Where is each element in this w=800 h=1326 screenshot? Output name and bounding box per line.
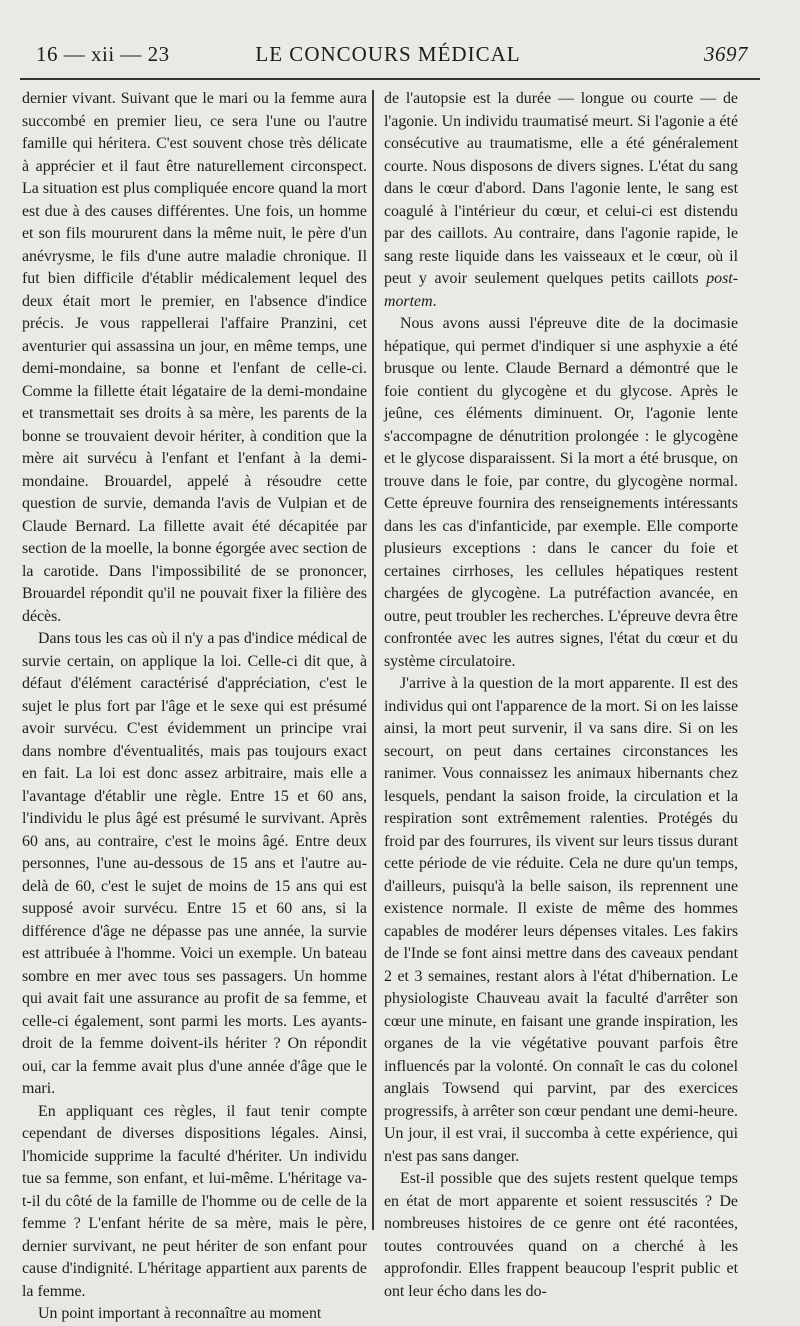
running-header xyxy=(28,42,748,72)
column-divider xyxy=(372,90,374,1230)
header-date: 16 — xii — 23 xyxy=(36,42,170,66)
italic-term: post-mortem xyxy=(384,270,738,310)
left-column xyxy=(22,88,367,1322)
paragraph: En appliquant ces règles, il faut tenir compte cependant de diverses dispositions légales. Ainsi, l'homicide supprime la faculté d'hériter. Un individu tue sa femme, son enfant, et lui-même. L'héritage va-t-il du côté de la famille de l'homme ou de celle de la femme ? L'enfant hérite de sa mère, mais le père, dernier survivant, ne peut hériter de son enfant pour cause d'indignité. L'héritage appartient aux parents de la femme. xyxy=(22,1102,367,1300)
paragraph: Un point important à reconnaître au moment xyxy=(38,1305,322,1322)
paragraph: dernier vivant. Suivant que le mari ou la femme aura succombé en premier lieu, ce sera l'une ou l'autre famille qui héritera. C'est souvent chose très délicate à apprécier et il faut être naturellement circonspect. La situation est plus compliquée encore quand la mort est due à des causes différentes. Une fois, un homme et son fils moururent dans la même nuit, le père d'un anévrysme, le fils d'une autre maladie chronique. Il fut bien difficile d'établir médicalement lequel des deux était mort le premier, en l'absence d'indice précis. Je vous rappellerai l'affaire Pranzini, cet aventurier qui assassina un jour, en même temps, une demi-mondaine, sa bonne et l'enfant de celle-ci. Comme la fillette était légataire de la demi-mondaine et transmettait ses droits à sa mère, les parents de la bonne se trouvaient devoir hériter, à condition que la mère ait survécu à l'enfant et l'enfant à la demi-mondaine. Brouardel, appelé à résoudre cette question de survie, demanda l'avis de Vulpian et de Claude Bernard. La fillette avait été décapitée par section de la moelle, la bonne égorgée avec section de la carotide. Dans l'impossibilité de se prononcer, Brouardel répondit qu'il ne pouvait fixer la filière des décès. xyxy=(22,90,367,625)
paragraph: Est-il possible que des sujets restent quelque temps en état de mort apparente et soient ressuscités ? De nombreuses histoires de ce genre ont été racontées, toutes controuvées quand on a cherché à les approfondir. Elles frappent beaucoup l'esprit public et ont leur écho dans les do- xyxy=(384,1170,738,1300)
paragraph-text: de l'autopsie est la durée — longue ou courte — de l'agonie. Un individu traumatisé meurt. Si l'agonie a été consécutive au traumatisme, elle a été généralement courte. Nous disposons de divers signes. L'état du sang dans le cœur d'abord. Dans l'agonie lente, le sang est coagulé à l'intérieur du cœur, et celui-ci est distendu par des caillots. Au contraire, dans l'agonie rapide, le sang reste liquide dans les vaisseaux et le cœur, où il peut y avoir seulement quelques petits caillots xyxy=(384,90,738,287)
paragraph: J'arrive à la question de la mort apparente. Il est des individus qui ont l'apparence de la mort. Si on les laisse ainsi, la mort peut survenir, il va sans dire. Si on les secourt, on peut dans certaines circonstances les ranimer. Vous connaissez les animaux hibernants chez lesquels, pendant la saison froide, la circulation et la respiration sont extrêmement ralenties. Protégés du froid par des fourrures, ils vivent sur leurs tissus durant cette période de vie réduite. Cela ne dure qu'un temps, d'ailleurs, puisqu'à la belle saison, ils reprennent une existence normale. Il existe de même des hommes capables de modérer leurs dépenses vitales. Les fakirs de l'Inde se font ainsi mettre dans des caveaux pendant 2 et 3 semaines, restant alors à l'état d'hibernation. Le physiologiste Chauveau avait la faculté d'arrêter son cœur une minute, en faisant une grande inspiration, les organes de la vie végétative pouvant parfois être influencés par la volonté. On connaît le cas du colonel anglais Towsend qui parvint, par des exercices progressifs, à arrêter son cœur pendant une demi-heure. Un jour, il est vrai, il succomba à cette expérience, qui n'est pas sans danger. xyxy=(384,675,738,1165)
paragraph: Nous avons aussi l'épreuve dite de la docimasie hépatique, qui permet d'indiquer si une asphyxie a été brusque ou lente. Claude Bernard a démontré que le foie contient du glycogène et du glycose. Après le jeûne, ces éléments diminuent. Or, l'agonie lente s'accompagne de dénutrition prolongée : le glycogène et le glycose disparaissent. Si la mort a été brusque, on trouve dans le foie, par contre, du glycogène normal. Cette épreuve fournira des renseignements intéressants dans les cas d'infanticide, par exemple. Elle comporte plusieurs exceptions : dans le cancer du foie et certaines cirrhoses, les cellules hépatiques restent chargées de glycogène. La putréfaction avancée, en outre, peut troubler les recherches. L'épreuve devra être confrontée avec les autres signes, l'état du cœur et du système circulatoire. xyxy=(384,315,738,670)
paragraph: Dans tous les cas où il n'y a pas d'indice médical de survie certain, on applique la loi. Celle-ci dit que, à défaut d'élément caractérisé d'appréciation, c'est le sujet le plus fort par l'âge et le sexe qui est présumé avoir survécu. C'est évidemment un principe vrai dans nombre d'éventualités, mais pas toujours exact en fait. La loi est donc assez arbitraire, mais elle a l'avantage d'établir une règle. Entre 15 et 60 ans, l'individu le plus âgé est présumé le survivant. Après 60 ans, au contraire, c'est le moins âgé. Entre deux personnes, l'une au-dessous de 15 ans et l'autre au-delà de 60, c'est le sujet de moins de 15 ans qui est supposé avoir survécu. Entre 15 et 60 ans, si la différence d'âge ne dépasse pas une année, la survie est attribuée à l'homme. Voici un exemple. Un bateau sombre en mer avec tous ses passagers. Un homme qui avait fait une assurance au profit de sa femme, et celle-ci également, sont parmi les morts. Les ayants-droit de la femme doivent-ils hériter ? On répondit oui, car la femme avait plus d'une année d'âge que le mari. xyxy=(22,630,367,1097)
right-column xyxy=(384,88,738,1300)
journal-title: LE CONCOURS MÉDICAL xyxy=(255,42,521,66)
paragraph-end: . xyxy=(432,292,437,310)
page-number: 3697 xyxy=(704,42,748,66)
header-rule xyxy=(20,78,760,80)
paragraph xyxy=(384,88,738,313)
